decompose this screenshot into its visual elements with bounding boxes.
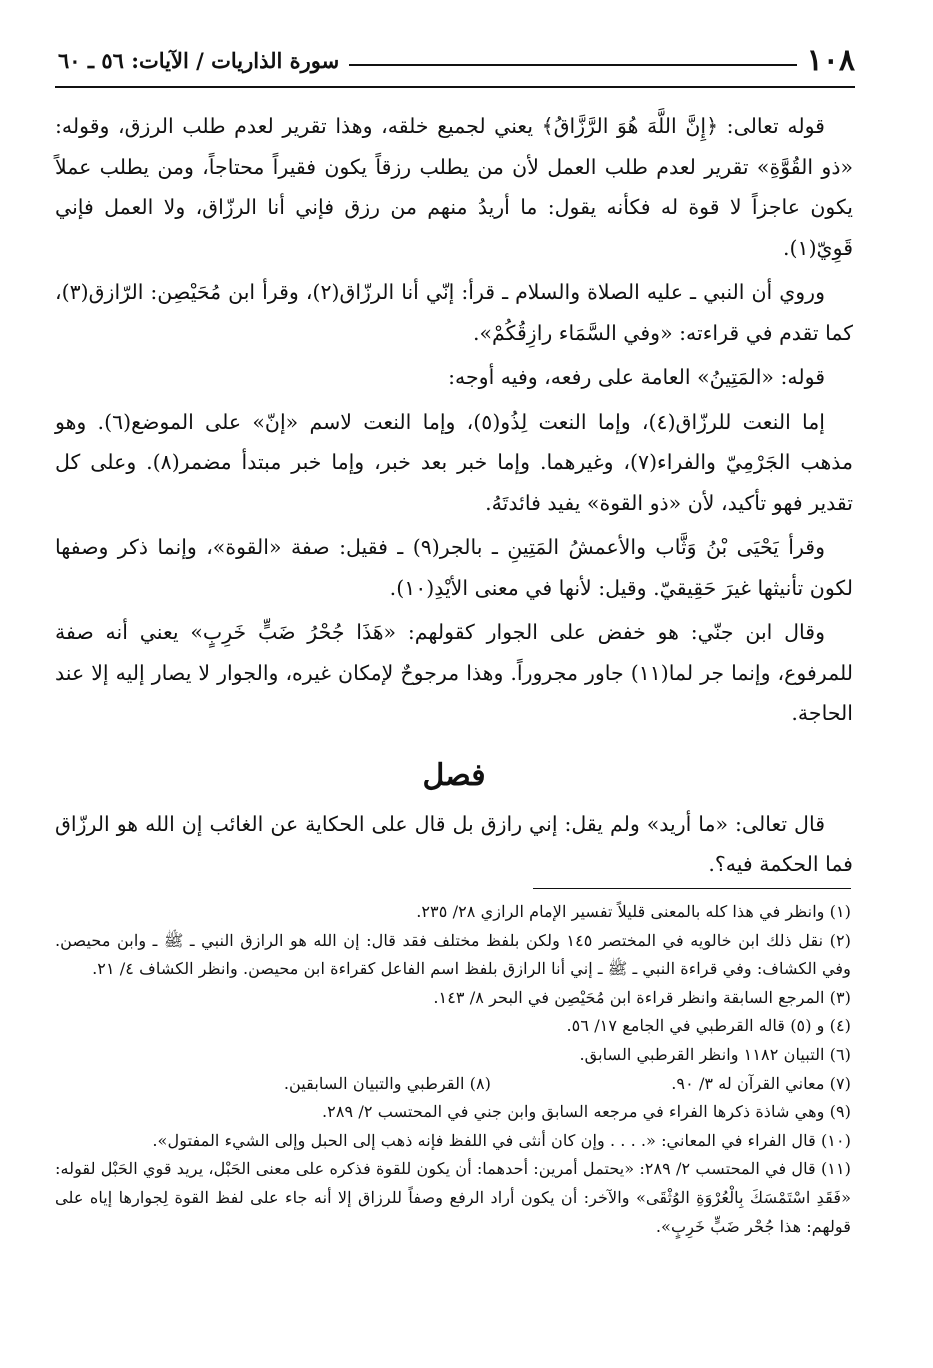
footnote-1: (١) وانظر في هذا كله بالمعنى قليلاً تفسير الإمام الرازي ٢٨/ ٢٣٥. bbox=[416, 902, 851, 921]
paragraph: قوله تعالى: ﴿إِنَّ اللَّهَ هُوَ الرَّزَّاقُ﴾ يعني لجميع خلقه، وهذا تقرير لعدم طلب الرزق، وقوله: «ذو القُوَّةِ» تقرير لعدم طلب العمل لأن من يطلب رزقاً يكون فقيراً محتاجاً، ومن يطلب عملاً يكون عاجزاً لا قوة له فكأنه يقول: ما أريدُ منهم من رزق فإني أنا الرزّاق، ولا العمل فإني قَوِيّ(١). bbox=[55, 114, 853, 260]
footnote-10: (١٠) قال الفراء في المعاني: «. . . . وإن كان أنثى في اللفظ فإنه ذهب إلى الحبل وإلى الشيء المفتول». bbox=[152, 1130, 851, 1150]
paragraph: وقرأ يَحْيَى بْنُ وَثَّاب والأعمشُ المَتِينِ ـ بالجر(٩) ـ فقيل: صفة «القوة»، وإنما ذكر وصفها لكون تأنيثها غيرَ حَقِيقيّ. وقيل: لأنها في معنى الأيْدِ(١٠). bbox=[55, 535, 853, 600]
header-line bbox=[349, 64, 796, 66]
running-title: سورة الذاريات / الآيات: ٥٦ ـ ٦٠ bbox=[58, 47, 340, 73]
footnote-11: (١١) قال في المحتسب ٢/ ٢٨٩: «يحتمل أمرين: أحدهما: أن يكون للقوة فذكره على معنى الحَبْل، يريد قوي الحَبْل لقوله: «فَقَدِ اسْتَمْسَكَ بِالْعُرْوَةِ الوُثْقَى» والآخر: أن يكون أراد الرفع وصفاً للرزاق إلا أنه جاء على لفظ القوة لِجوارها إياه على قولهم: هذا جُحْر ضَبٍّ خَرِبٍ». bbox=[55, 1159, 851, 1236]
page-header bbox=[58, 40, 855, 80]
footnote-4-5: (٤) و (٥) قاله القرطبي في الجامع ١٧/ ٥٦. bbox=[566, 1016, 851, 1036]
footnotes bbox=[55, 898, 851, 1241]
main-text bbox=[55, 106, 853, 889]
paragraph: وروي أن النبي ـ عليه الصلاة والسلام ـ قرأ: إنّي أنا الرزّاق(٢)، وقرأ ابن مُحَيْصِن: الرّازق(٣)، كما تقدم في قراءته: «وفي السَّمَاء رازِقُكُمْ». bbox=[55, 280, 853, 345]
paragraph: وقال ابن جنّي: هو خفض على الجوار كقولهم: «هَذَا جُحْرُ ضَبٍّ خَرِبٍ» يعني أنه صفة للمرفوع، وإنما جر لما(١١) جاور مجروراً. وهذا مرجوحٌ لإمكان غيره، والجوار لا يصار إليه إلا عند الحاجة. bbox=[55, 620, 853, 725]
header-rule bbox=[55, 86, 855, 88]
section-heading: فصل bbox=[422, 757, 486, 793]
footnote-6: (٦) التبيان ١١٨٢ وانظر القرطبي السابق. bbox=[579, 1044, 851, 1064]
paragraph: قال تعالى: «ما أريد» ولم يقل: إني رازق بل قال على الحكاية عن الغائب إن الله هو الرزّاق فما الحكمة فيه؟. bbox=[55, 811, 853, 876]
paragraph: قوله: «المَتِينُ» العامة على رفعه، وفيه أوجه: bbox=[448, 365, 825, 389]
footnote-row-7-8 bbox=[55, 1070, 851, 1099]
footnote-8: (٨) القرطبي والتبيان السابقين. bbox=[283, 1073, 491, 1093]
footnote-separator bbox=[533, 888, 851, 889]
footnote-3: (٣) المرجع السابقة وانظر قراءة ابن مُحَيْصِن في البحر ٨/ ١٤٣. bbox=[433, 987, 851, 1007]
footnote-2: (٢) نقل ذلك ابن خالويه في المختصر ١٤٥ ولكن بلفظ مختلف فقد قال: إن الله هو الرازق النبي ـ ﷺ ـ وابن محيصن. وفي الكشاف: وفي قراءة النبي ـ ﷺ ـ إني أنا الرازق بلفظ اسم الفاعل كقراءة ابن محيصن. وانظر الكشاف ٤/ ٢١. bbox=[55, 930, 851, 979]
footnote-7: (٧) معاني القرآن له ٣/ ٩٠. bbox=[671, 1073, 851, 1093]
footnote-9: (٩) وهي شاذة ذكرها الفراء في مرجعه السابق وابن جني في المحتسب ٢/ ٢٨٩. bbox=[321, 1102, 851, 1122]
page-number: ١٠٨ bbox=[806, 42, 855, 78]
paragraph: إما النعت للرزّاق(٤)، وإما النعت لِذُو(٥)، وإما النعت لاسم «إنّ» على الموضع(٦). وهو مذهب الجَرْمِيّ والفراء(٧)، وغيرهما. وإما خبر بعد خبر، وإما خبر مبتدأ مضمر(٨). وعلى كل تقدير فهو تأكيد، لأن «ذو القوة» يفيد فائدتَهُ. bbox=[55, 409, 854, 515]
